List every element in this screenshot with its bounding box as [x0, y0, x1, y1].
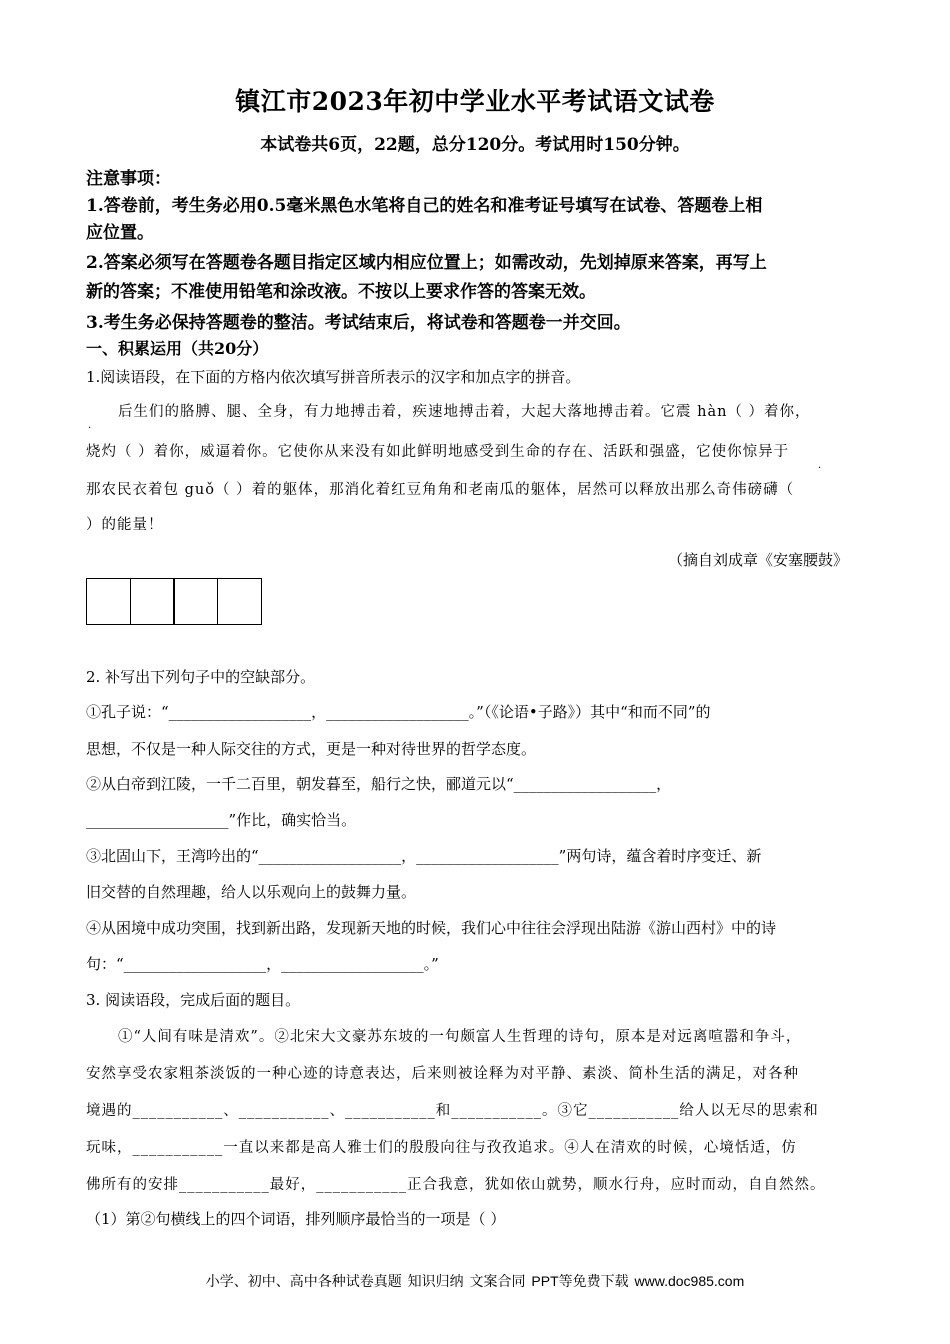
- notice-item-1-line-1: 1.答卷前，考生务必用0.5毫米黑色水笔将自己的姓名和准考证号填写在试卷、答题卷上相: [86, 196, 763, 216]
- notice-item-1-line-2: 应位置。: [86, 223, 154, 243]
- emphasis-dot: ·: [818, 463, 822, 474]
- question-2-item-4: ④从困境中成功突围，找到新出路，发现新天地的时候，我们心中往往会浮现出陆游《游山西村》中的诗: [86, 919, 777, 937]
- page-footer: 小学、初中、高中各种试卷真题 知识归纳 文案合同 PPT等免费下载 www.doc985.com: [205, 1273, 745, 1289]
- question-2-item-1: ①孔子说：“___________________，___________________。”（《论语•子路》）其中“和而不同”的: [86, 703, 711, 721]
- question-3-passage-line: 玩味，___________一直以来都是高人雅士们的殷殷向往与孜孜追求。④人在清欢的时候，心境恬适，仿: [86, 1140, 797, 1156]
- question-3-passage-line: 佛所有的安排___________最好，___________正合我意，犹如依山就势，顺水行舟，应时而动，自自然然。: [86, 1177, 826, 1193]
- exam-info: 本试卷共6页，22题，总分120分。考试用时150分钟。: [260, 135, 690, 155]
- notice-item-3: 3.考生务必保持答题卷的整洁。考试结束后，将试卷和答题卷一并交回。: [86, 313, 631, 333]
- question-2-item-2-cont: ___________________”作比，确实恰当。: [86, 811, 357, 829]
- question-2-item-4-cont: 句：“___________________，___________________。”: [86, 955, 439, 973]
- question-3-stem: 3. 阅读语段，完成后面的题目。: [86, 991, 301, 1009]
- question-3-passage-line: 安然享受农家粗茶淡饭的一种心迹的诗意表达，后来则被诠释为对平静、素淡、简朴生活的满足，对各种: [86, 1066, 799, 1082]
- question-1-passage-line: 那农民衣着包 guǒ（ ）着的躯体，那消化着红豆角角和老南瓜的躯体，居然可以释放出那么奇伟磅礴（: [86, 482, 795, 498]
- answer-box[interactable]: [86, 578, 131, 625]
- question-1-stem: 1.阅读语段，在下面的方格内依次填写拼音所表示的汉字和加点字的拼音。: [86, 368, 581, 386]
- question-1-passage-line: 烧灼（ ）着你，威逼着你。它使你从来没有如此鲜明地感受到生命的存在、活跃和强盛，它使你惊异于: [86, 444, 790, 460]
- question-2-stem: 2. 补写出下列句子中的空缺部分。: [86, 668, 316, 686]
- question-1-passage-line: 后生们的胳膊、腿、全身，有力地搏击着，疾速地搏击着，大起大落地搏击着。它震 hàn（ ）着你，: [118, 404, 811, 420]
- answer-box[interactable]: [173, 578, 218, 625]
- question-2-item-2: ②从白帝到江陵，一千二百里，朝发暮至，船行之快，郦道元以“___________________，: [86, 775, 672, 793]
- notice-item-2-line-2: 新的答案；不准使用铅笔和涂改液。不按以上要求作答的答案无效。: [86, 282, 596, 302]
- answer-box[interactable]: [130, 578, 175, 625]
- page-title: 镇江市2023年初中学业水平考试语文试卷: [235, 87, 715, 116]
- emphasis-dot: ·: [88, 423, 92, 434]
- question-2-item-1-cont: 思想，不仅是一种人际交往的方式，更是一种对待世界的哲学态度。: [86, 740, 537, 758]
- notice-item-2-line-1: 2.答案必须写在答题卷各题目指定区域内相应位置上；如需改动，先划掉原来答案，再写上: [86, 253, 767, 273]
- section-heading: 一、积累运用（共20分）: [86, 339, 269, 358]
- question-3-passage-line: 境遇的___________、___________、___________和___________。③它___________给人以无尽的思索和: [86, 1103, 819, 1119]
- question-3-passage-line: ①“人间有味是清欢”。②北宋大文豪苏东坡的一句颇富人生哲理的诗句，原本是对远离喧嚣和争斗，: [118, 1029, 802, 1045]
- answer-box[interactable]: [217, 578, 262, 625]
- answer-grid: [86, 578, 260, 625]
- question-3-sub-1: （1）第②句横线上的四个词语，排列顺序最恰当的一项是（ ）: [86, 1210, 506, 1228]
- question-2-item-3: ③北固山下，王湾吟出的“___________________，___________________”两句诗，蕴含着时序变迁、新: [86, 847, 762, 865]
- passage-source: （摘自刘成章《安塞腰鼓》: [668, 551, 849, 569]
- question-2-item-3-cont: 旧交替的自然理趣，给人以乐观向上的鼓舞力量。: [86, 883, 417, 901]
- question-1-passage-line: ）的能量！: [86, 517, 164, 533]
- notice-heading: 注意事项：: [86, 169, 171, 189]
